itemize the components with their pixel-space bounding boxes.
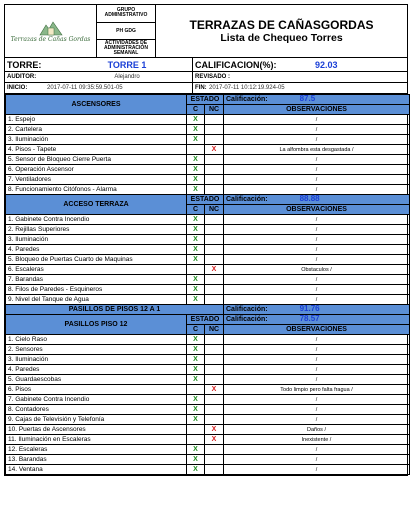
observation: / — [224, 175, 410, 185]
auditor-label: AUDITOR: — [7, 74, 37, 80]
c-mark: X — [187, 275, 205, 285]
observation: Inexistente / — [224, 435, 410, 445]
nc-mark — [205, 465, 224, 475]
logo-text: Terrazas de Cañas Gordas — [10, 36, 91, 43]
observation: / — [224, 405, 410, 415]
nc-mark — [205, 445, 224, 455]
c-mark: X — [187, 215, 205, 225]
calificacion-label: Calificación: — [226, 196, 270, 203]
c-mark: X — [187, 245, 205, 255]
item-label: 9. Cajas de Televisión y Telefonía — [6, 415, 187, 425]
checklist-row — [6, 435, 410, 445]
checklist-row — [6, 335, 410, 345]
checklist-row — [6, 365, 410, 375]
c-mark: X — [187, 395, 205, 405]
auditor-row — [5, 72, 407, 83]
checklist-row — [6, 185, 410, 195]
item-label: 1. Espejo — [6, 115, 187, 125]
observation: / — [224, 125, 410, 135]
checklist-row — [6, 375, 410, 385]
checklist-row — [6, 425, 410, 435]
c-mark: X — [187, 225, 205, 235]
revisado-label: REVISADO : — [195, 74, 231, 80]
item-label: 6. Operación Ascensor — [6, 165, 187, 175]
item-label: 2. Sensores — [6, 345, 187, 355]
calificacion-value: 78.57 — [299, 314, 320, 323]
nc-mark — [205, 225, 224, 235]
checklist-row — [6, 235, 410, 245]
section-score — [224, 315, 410, 325]
nc-mark — [205, 345, 224, 355]
checklist-row — [6, 345, 410, 355]
c-mark — [187, 265, 205, 275]
group-box — [97, 5, 156, 57]
c-mark: X — [187, 185, 205, 195]
calificacion-value: 87.5 — [299, 94, 316, 103]
c-mark — [187, 425, 205, 435]
observation: / — [224, 295, 410, 305]
nc-mark: X — [205, 145, 224, 155]
nc-column-header: NC — [205, 205, 224, 215]
pasillos-band-score — [224, 305, 410, 315]
estado-header: ESTADO — [187, 315, 224, 325]
pasillos-band — [6, 305, 410, 315]
observation: / — [224, 395, 410, 405]
observation: / — [224, 155, 410, 165]
item-label: 1. Gabinete Contra Incendio — [6, 215, 187, 225]
observation: / — [224, 235, 410, 245]
c-mark: X — [187, 335, 205, 345]
item-label: 11. Iluminación en Escaleras — [6, 435, 187, 445]
observation: / — [224, 375, 410, 385]
calificacion-label: Calificación: — [226, 316, 270, 323]
item-label: 5. Guardaescobas — [6, 375, 187, 385]
observation: / — [224, 455, 410, 465]
checklist-row — [6, 385, 410, 395]
checklist-row — [6, 145, 410, 155]
nc-mark — [205, 185, 224, 195]
observation: / — [224, 345, 410, 355]
calificacion-label: Calificación: — [226, 306, 270, 313]
logo-building-icon — [38, 19, 64, 37]
observaciones-header: OBSERVACIONES — [224, 325, 410, 335]
observaciones-header: OBSERVACIONES — [224, 205, 410, 215]
nc-mark — [205, 165, 224, 175]
torre-label: TORRE: — [7, 59, 42, 70]
item-label: 3. Iluminación — [6, 355, 187, 365]
nc-mark — [205, 415, 224, 425]
observation: / — [224, 445, 410, 455]
section-header — [6, 195, 410, 205]
item-label: 8. Funcionamiento Citófonos - Alarma — [6, 185, 187, 195]
estado-header: ESTADO — [187, 195, 224, 205]
checklist-row — [6, 295, 410, 305]
section-header — [6, 95, 410, 105]
nc-mark — [205, 175, 224, 185]
item-label: 6. Escaleras — [6, 265, 187, 275]
checklist-row — [6, 255, 410, 265]
c-mark: X — [187, 345, 205, 355]
nc-mark — [205, 275, 224, 285]
nc-column-header: NC — [205, 105, 224, 115]
checklist-table — [5, 94, 410, 475]
nc-mark — [205, 375, 224, 385]
c-mark: X — [187, 125, 205, 135]
checklist-row — [6, 455, 410, 465]
section-header — [6, 315, 410, 325]
page-title: TERRAZAS DE CAÑASGORDAS — [189, 17, 374, 32]
c-mark: X — [187, 175, 205, 185]
c-mark: X — [187, 375, 205, 385]
group-line: ACTIVIDADES DE ADMINISTRACIÓN SEMANAL — [104, 40, 148, 57]
item-label: 6. Pisos — [6, 385, 187, 395]
nc-mark — [205, 125, 224, 135]
observation: / — [224, 225, 410, 235]
logo — [5, 5, 97, 57]
observation: / — [224, 285, 410, 295]
checklist-row — [6, 415, 410, 425]
title-box — [156, 5, 407, 57]
item-label: 7. Barandas — [6, 275, 187, 285]
checklist-row — [6, 445, 410, 455]
item-label: 14. Ventana — [6, 465, 187, 475]
c-mark — [187, 385, 205, 395]
observation: / — [224, 465, 410, 475]
fin-value: 2017-07-11 10:12:19.924-05 — [209, 85, 285, 91]
observation: / — [224, 335, 410, 345]
calif-label: CALIFICACION(%): — [195, 59, 277, 70]
observation: / — [224, 365, 410, 375]
c-mark: X — [187, 295, 205, 305]
header — [5, 5, 407, 58]
observation: / — [224, 255, 410, 265]
item-label: 4. Pisos - Tapete — [6, 145, 187, 155]
calif-value: 92.03 — [315, 59, 338, 70]
nc-mark — [205, 235, 224, 245]
nc-mark — [205, 245, 224, 255]
checklist-row — [6, 405, 410, 415]
c-mark — [187, 435, 205, 445]
observation: Daños / — [224, 425, 410, 435]
c-mark: X — [187, 455, 205, 465]
nc-mark — [205, 405, 224, 415]
pasillos-band-title: PASILLOS DE PISOS 12 A 1 — [6, 305, 224, 315]
section-title: PASILLOS PISO 12 — [6, 315, 187, 335]
c-mark: X — [187, 135, 205, 145]
c-mark: X — [187, 365, 205, 375]
checklist-row — [6, 175, 410, 185]
section-score — [224, 95, 410, 105]
checklist-row — [6, 115, 410, 125]
calificacion-value: 91.76 — [299, 304, 320, 313]
auditor-value: Alejandro — [114, 74, 140, 80]
calificacion-value: 88.88 — [299, 194, 320, 203]
nc-mark — [205, 355, 224, 365]
item-label: 4. Paredes — [6, 245, 187, 255]
nc-mark: X — [205, 425, 224, 435]
nc-mark — [205, 215, 224, 225]
c-mark — [187, 145, 205, 155]
checklist-row — [6, 135, 410, 145]
observation: / — [224, 355, 410, 365]
c-column-header: C — [187, 205, 205, 215]
torre-value: TORRE 1 — [107, 59, 147, 70]
item-label: 5. Sensor de Bloqueo Cierre Puerta — [6, 155, 187, 165]
item-label: 4. Paredes — [6, 365, 187, 375]
checklist-row — [6, 355, 410, 365]
observation: / — [224, 245, 410, 255]
checklist-row — [6, 275, 410, 285]
inicio-value: 2017-07-11 09:35:59.501-05 — [47, 85, 123, 91]
observation: / — [224, 135, 410, 145]
item-label: 3. Iluminación — [6, 135, 187, 145]
item-label: 13. Barandas — [6, 455, 187, 465]
nc-mark — [205, 335, 224, 345]
item-label: 3. Iluminación — [6, 235, 187, 245]
nc-mark — [205, 365, 224, 375]
nc-mark — [205, 395, 224, 405]
nc-mark: X — [205, 385, 224, 395]
c-mark: X — [187, 355, 205, 365]
checklist-row — [6, 125, 410, 135]
item-label: 10. Puertas de Ascensores — [6, 425, 187, 435]
item-label: 9. Nivel del Tanque de Agua — [6, 295, 187, 305]
fin-label: FIN: — [195, 85, 207, 91]
nc-mark — [205, 455, 224, 465]
calificacion-label: Calificación: — [226, 96, 270, 103]
page-subtitle: Lista de Chequeo Torres — [220, 31, 343, 44]
observation: / — [224, 115, 410, 125]
checklist-row — [6, 215, 410, 225]
checklist-row — [6, 165, 410, 175]
item-label: 8. Filos de Paredes - Esquineros — [6, 285, 187, 295]
group-line: GRUPO ADMINISTRATIVO — [97, 5, 155, 23]
checklist-row — [6, 465, 410, 475]
item-label: 7. Ventiladores — [6, 175, 187, 185]
estado-header: ESTADO — [187, 95, 224, 105]
item-label: 8. Contadores — [6, 405, 187, 415]
nc-mark — [205, 155, 224, 165]
inicio-label: INICIO: — [7, 85, 28, 91]
item-label: 7. Gabinete Contra Incendio — [6, 395, 187, 405]
torre-row — [5, 58, 407, 72]
inicio-row — [5, 83, 407, 94]
c-mark: X — [187, 115, 205, 125]
observation: / — [224, 185, 410, 195]
c-column-header: C — [187, 325, 205, 335]
observation: Todo limpio pero falta fragua / — [224, 385, 410, 395]
nc-column-header: NC — [205, 325, 224, 335]
section-title: ACCESO TERRAZA — [6, 195, 187, 215]
c-mark: X — [187, 285, 205, 295]
checklist-row — [6, 395, 410, 405]
observaciones-header: OBSERVACIONES — [224, 105, 410, 115]
c-mark: X — [187, 165, 205, 175]
c-mark: X — [187, 445, 205, 455]
observation: / — [224, 415, 410, 425]
observation: / — [224, 275, 410, 285]
section-score — [224, 195, 410, 205]
nc-mark: X — [205, 265, 224, 275]
item-label: 12. Escaleras — [6, 445, 187, 455]
c-mark: X — [187, 235, 205, 245]
observation: La alfombra esta desgastada / — [224, 145, 410, 155]
group-line: PH GDG — [97, 23, 155, 41]
c-column-header: C — [187, 105, 205, 115]
c-mark: X — [187, 155, 205, 165]
nc-mark — [205, 115, 224, 125]
c-mark: X — [187, 415, 205, 425]
nc-mark — [205, 295, 224, 305]
checklist-row — [6, 265, 410, 275]
observation: Obstaculos / — [224, 265, 410, 275]
item-label: 2. Cartelera — [6, 125, 187, 135]
checklist-row — [6, 155, 410, 165]
checklist-row — [6, 285, 410, 295]
section-title: ASCENSORES — [6, 95, 187, 115]
nc-mark — [205, 135, 224, 145]
observation: / — [224, 215, 410, 225]
item-label: 5. Bloqueo de Puertas Cuarto de Maquinas — [6, 255, 187, 265]
checklist-row — [6, 225, 410, 235]
item-label: 1. Cielo Raso — [6, 335, 187, 345]
nc-mark — [205, 285, 224, 295]
checklist-body — [6, 95, 410, 475]
c-mark: X — [187, 255, 205, 265]
c-mark: X — [187, 465, 205, 475]
checklist-row — [6, 245, 410, 255]
item-label: 2. Rejillas Superiores — [6, 225, 187, 235]
checklist-sheet — [4, 4, 408, 476]
nc-mark — [205, 255, 224, 265]
c-mark: X — [187, 405, 205, 415]
observation: / — [224, 165, 410, 175]
nc-mark: X — [205, 435, 224, 445]
